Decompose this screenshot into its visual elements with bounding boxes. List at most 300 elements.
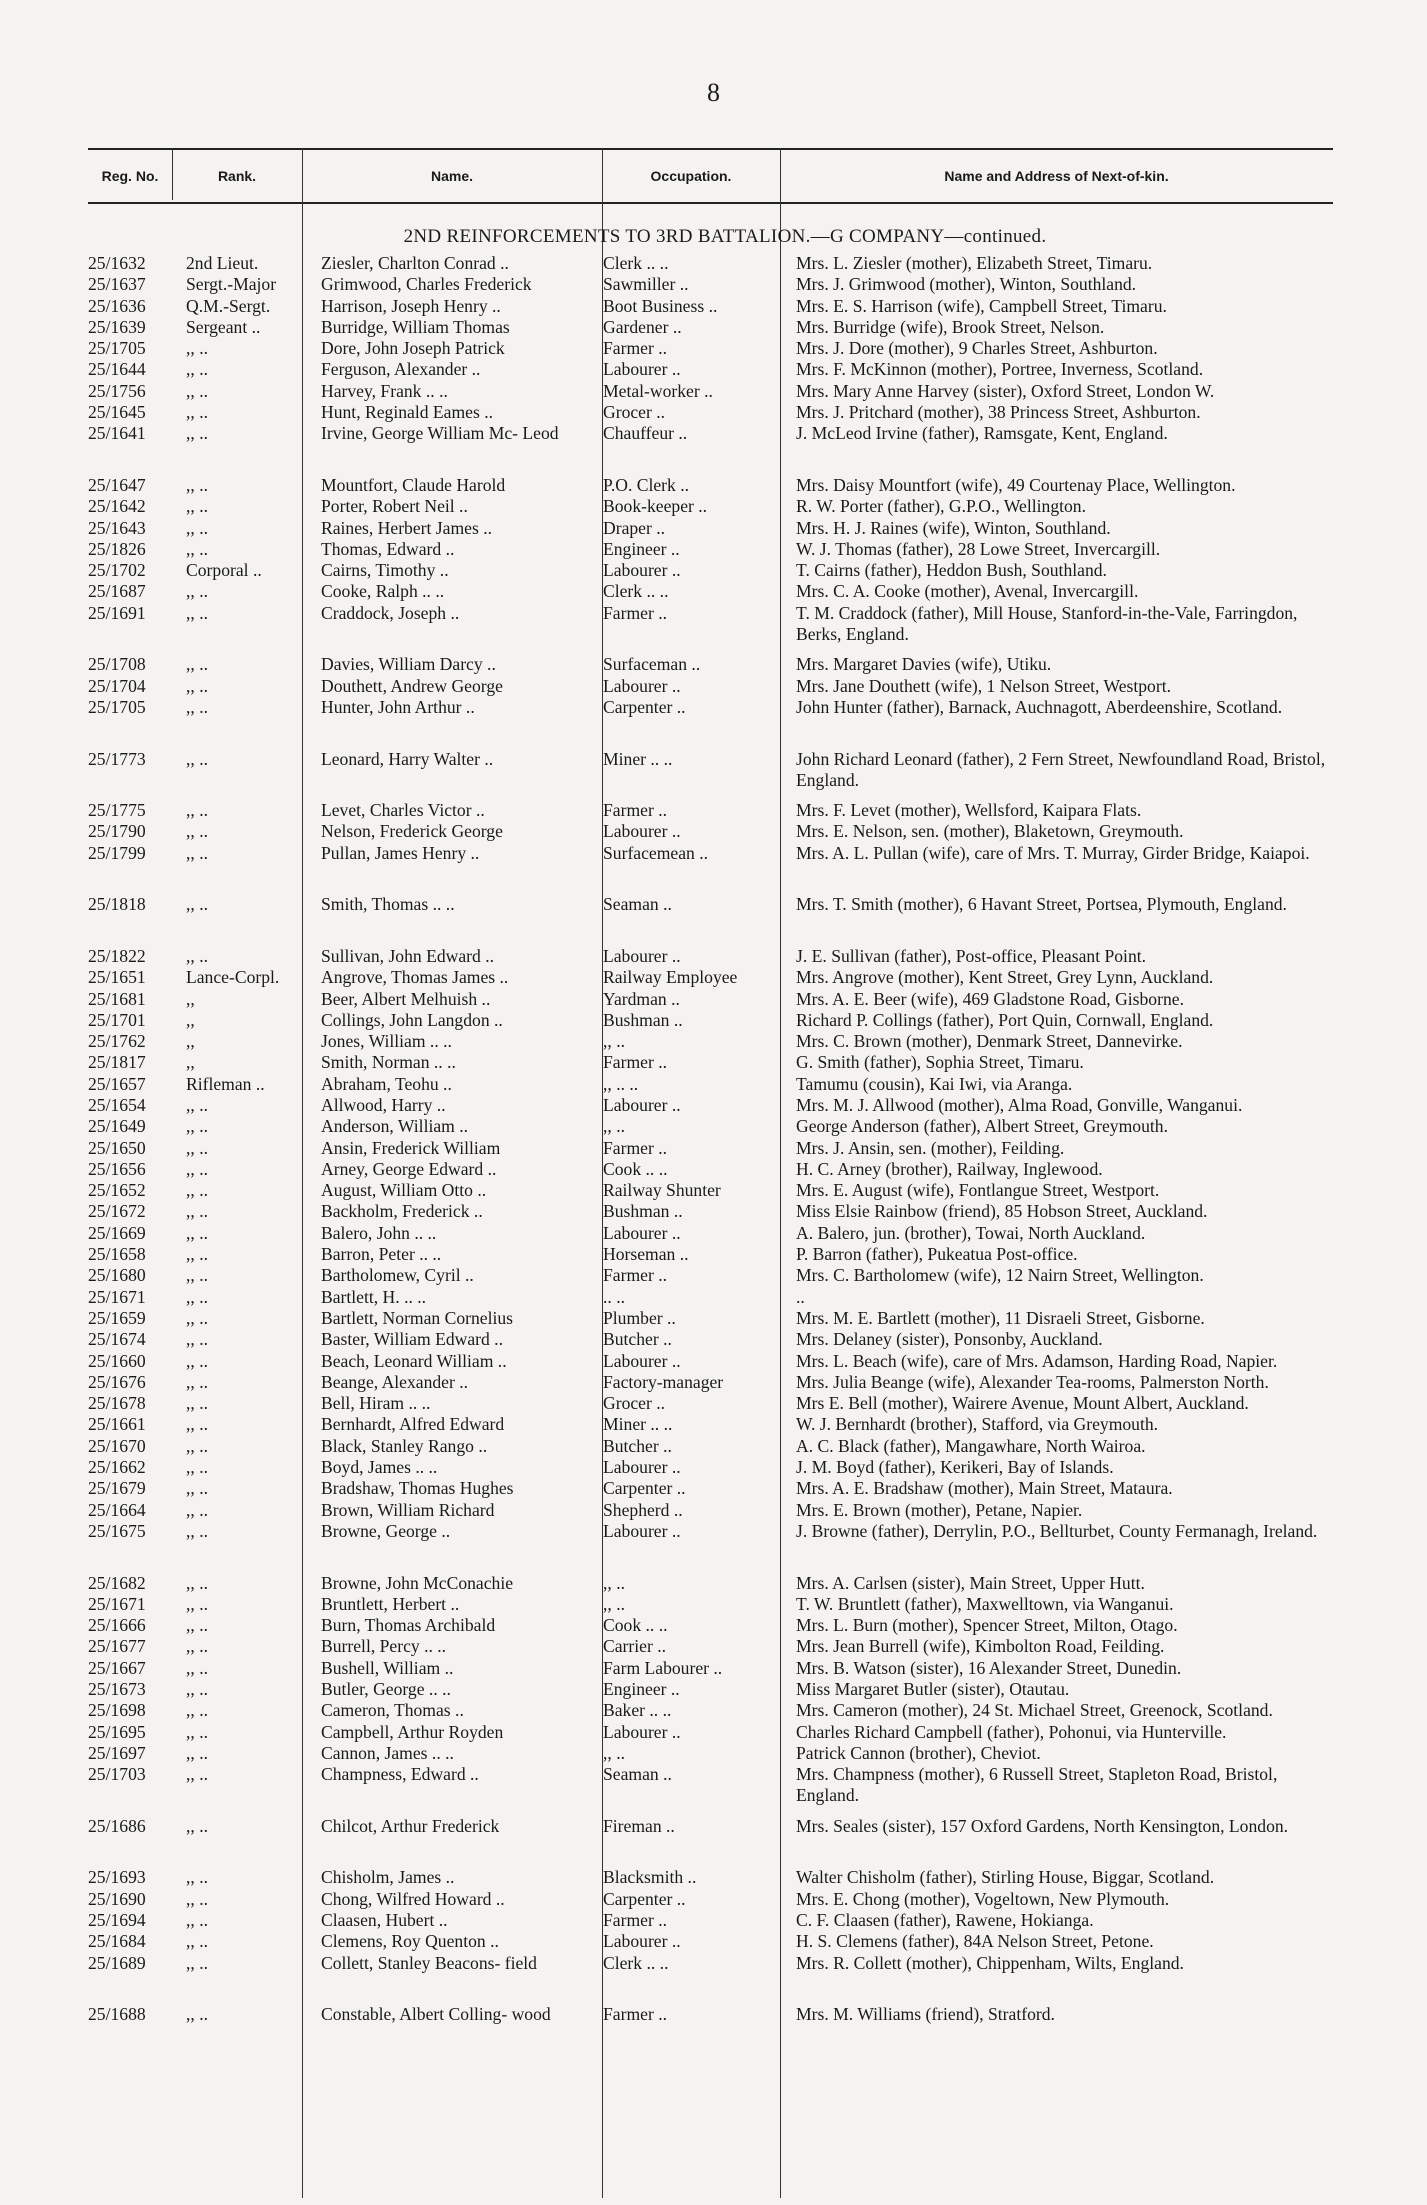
name-cell: Cairns, Timothy .. (321, 560, 449, 581)
rank-cell: ,, .. (186, 2004, 208, 2025)
page-number: 8 (707, 78, 720, 107)
name-cell: Davies, William Darcy .. (321, 654, 496, 675)
table-row (88, 1867, 1338, 1888)
next-of-kin-cell: Miss Margaret Butler (sister), Otautau. (796, 1679, 1070, 1699)
next-of-kin-cell: Mrs. E. August (wife), Fontlangue Street, Westport. (796, 1180, 1160, 1201)
name-cell: Chilcot, Arthur Frederick (321, 1815, 500, 1836)
occupation-cell: Engineer .. (603, 538, 680, 559)
reg-no-cell: 25/1704 (88, 675, 146, 696)
name-cell: Beer, Albert Melhuish .. (321, 988, 491, 1009)
table-row (88, 475, 1338, 496)
table-row (88, 1074, 1338, 1095)
reg-no-cell: 25/1654 (88, 1094, 146, 1115)
roll-table (88, 253, 1338, 2056)
name-cell: Jones, William .. .. (321, 1031, 452, 1052)
name-cell: Cameron, Thomas .. (321, 1700, 464, 1721)
next-of-kin-cell: Mrs. C. A. Cooke (mother), Avenal, Invercargill. (796, 581, 1139, 602)
occupation-cell: Blacksmith .. (603, 1867, 697, 1888)
name-cell: Collings, John Langdon .. (321, 1009, 503, 1030)
reg-no-cell: 25/1632 (88, 253, 146, 273)
rank-cell: ,, .. (186, 1158, 208, 1179)
next-of-kin-cell: Mrs. A. L. Pullan (wife), care of Mrs. T. Murray, Girder Bridge, Kaiapoi. (796, 842, 1310, 863)
next-of-kin-cell: T. Cairns (father), Heddon Bush, Southland. (796, 560, 1107, 581)
reg-no-cell: 25/1660 (88, 1350, 146, 1371)
table-row (88, 581, 1338, 602)
table-row (88, 1287, 1338, 1308)
occupation-cell: Yardman .. (603, 988, 680, 1009)
table-row (88, 1700, 1338, 1721)
reg-no-cell: 25/1773 (88, 748, 146, 769)
occupation-cell: Farmer .. (603, 1909, 668, 1930)
occupation-cell: Labourer .. (603, 675, 681, 696)
next-of-kin-cell: Mrs. L. Beach (wife), care of Mrs. Adamson, Harding Road, Napier. (796, 1350, 1278, 1371)
table-row (88, 1521, 1338, 1573)
rank-cell: Sergt.-Major (186, 274, 277, 295)
next-of-kin-cell: Mrs. J. Dore (mother), 9 Charles Street, Ashburton. (796, 338, 1158, 359)
next-of-kin-cell: Mrs. J. Grimwood (mother), Winton, Southland. (796, 274, 1137, 295)
table-row (88, 359, 1338, 380)
next-of-kin-cell: Mrs. Mary Anne Harvey (sister), Oxford Street, London W. (796, 380, 1215, 401)
rank-cell: ,, .. (186, 1679, 208, 1699)
occupation-cell: Carpenter .. (603, 1888, 686, 1909)
next-of-kin-cell: Mrs. Daisy Mountfort (wife), 49 Courtenay Place, Wellington. (796, 474, 1236, 495)
next-of-kin-cell: Mrs. E. Brown (mother), Petane, Napier. (796, 1499, 1083, 1520)
name-cell: Angrove, Thomas James .. (321, 967, 509, 988)
occupation-cell: Labourer .. (603, 1350, 681, 1371)
table-row (88, 1244, 1338, 1265)
name-cell: August, William Otto .. (321, 1180, 487, 1201)
occupation-cell: Labourer .. (603, 1094, 681, 1115)
name-cell: Ziesler, Charlton Conrad .. (321, 253, 509, 273)
reg-no-cell: 25/1775 (88, 800, 146, 821)
next-of-kin-cell: J. Browne (father), Derrylin, P.O., Bellturbet, County Fermanagh, Ireland. (796, 1520, 1318, 1541)
next-of-kin-cell: Mrs. R. Collett (mother), Chippenham, Wilts, England. (796, 1952, 1184, 1973)
reg-no-cell: 25/1641 (88, 423, 146, 444)
reg-no-cell: 25/1652 (88, 1180, 146, 1201)
occupation-cell: Cook .. .. (603, 1615, 668, 1636)
name-cell: Cooke, Ralph .. .. (321, 581, 445, 602)
occupation-cell: Boot Business .. (603, 295, 718, 316)
occupation-cell: Butcher .. (603, 1329, 672, 1350)
occupation-cell: Factory-manager (603, 1371, 724, 1392)
occupation-cell: Miner .. .. (603, 1414, 673, 1435)
rank-cell: ,, .. (186, 1201, 208, 1222)
rank-cell: ,, .. (186, 517, 208, 538)
next-of-kin-cell: Mrs. L. Ziesler (mother), Elizabeth Street, Timaru. (796, 253, 1153, 273)
occupation-cell: P.O. Clerk .. (603, 474, 690, 495)
occupation-cell: Surfacemean .. (603, 842, 709, 863)
rank-cell: ,, .. (186, 1593, 208, 1614)
rank-cell: Sergeant .. (186, 316, 261, 337)
next-of-kin-cell: Mrs. Angrove (mother), Kent Street, Grey Lynn, Auckland. (796, 967, 1214, 988)
name-cell: Douthett, Andrew George (321, 675, 503, 696)
next-of-kin-cell: T. W. Bruntlett (father), Maxwelltown, via Wanganui. (796, 1593, 1174, 1614)
occupation-cell: Engineer .. (603, 1679, 680, 1699)
rank-cell: ,, .. (186, 1815, 208, 1836)
table-row (88, 1500, 1338, 1521)
reg-no-cell: 25/1682 (88, 1572, 146, 1593)
reg-no-cell: 25/1639 (88, 316, 146, 337)
reg-no-cell: 25/1673 (88, 1679, 146, 1699)
next-of-kin-cell: Mrs. L. Burn (mother), Spencer Street, Milton, Otago. (796, 1615, 1178, 1636)
reg-no-cell: 25/1681 (88, 988, 146, 1009)
name-cell: Harvey, Frank .. .. (321, 380, 448, 401)
occupation-cell: Carpenter .. (603, 696, 686, 717)
reg-no-cell: 25/1693 (88, 1867, 146, 1888)
section-heading: 2ND REINFORCEMENTS TO 3RD BATTALION.—G COMPANY—continued. (403, 226, 1047, 247)
occupation-cell: Surfaceman .. (603, 654, 701, 675)
reg-no-cell: 25/1672 (88, 1201, 146, 1222)
reg-no-cell: 25/1690 (88, 1888, 146, 1909)
occupation-cell: ,, .. (603, 1572, 625, 1593)
table-row (88, 676, 1338, 697)
occupation-cell: Butcher .. (603, 1435, 672, 1456)
occupation-cell: Carrier .. (603, 1636, 667, 1657)
name-cell: Boyd, James .. .. (321, 1457, 438, 1478)
name-cell: Nelson, Frederick George (321, 821, 503, 842)
rank-cell: ,, .. (186, 1657, 208, 1678)
table-row (88, 1010, 1338, 1031)
occupation-cell: Seaman .. (603, 894, 672, 915)
table-row (88, 518, 1338, 539)
name-cell: Hunter, John Arthur .. (321, 696, 475, 717)
next-of-kin-cell: George Anderson (father), Albert Street, Greymouth. (796, 1116, 1168, 1137)
next-of-kin-cell: W. J. Bernhardt (brother), Stafford, via Greymouth. (796, 1414, 1159, 1435)
column-divider (172, 148, 173, 200)
next-of-kin-cell: Mrs. B. Watson (sister), 16 Alexander Street, Dunedin. (796, 1657, 1182, 1678)
rank-cell: ,, .. (186, 1350, 208, 1371)
occupation-cell: Clerk .. .. (603, 253, 669, 273)
next-of-kin-cell: .. (796, 1286, 805, 1307)
table-row (88, 1889, 1338, 1910)
table-row (88, 2004, 1338, 2056)
reg-no-cell: 25/1671 (88, 1286, 146, 1307)
occupation-cell: Chauffeur .. (603, 423, 688, 444)
occupation-cell: Draper .. (603, 517, 666, 538)
rank-cell: ,, .. (186, 602, 208, 623)
rank-cell: ,, .. (186, 1371, 208, 1392)
next-of-kin-cell: A. C. Black (father), Mangawhare, North Wairoa. (796, 1435, 1146, 1456)
name-cell: Burn, Thomas Archibald (321, 1615, 496, 1636)
name-cell: Bartlett, Norman Cornelius (321, 1307, 514, 1328)
next-of-kin-cell: Richard P. Collings (father), Port Quin, Cornwall, England. (796, 1009, 1214, 1030)
rank-cell: ,, .. (186, 1867, 208, 1888)
next-of-kin-cell: Mrs. Champness (mother), 6 Russell Street, Stapleton Road, Bristol, England. (796, 1764, 1278, 1806)
name-cell: Chong, Wilfred Howard .. (321, 1888, 505, 1909)
table-row (88, 1436, 1338, 1457)
header-rank: Rank. (217, 168, 257, 184)
reg-no-cell: 25/1689 (88, 1952, 146, 1973)
table-row (88, 1031, 1338, 1052)
name-cell: Allwood, Harry .. (321, 1094, 446, 1115)
next-of-kin-cell: A. Balero, jun. (brother), Towai, North Auckland. (796, 1222, 1146, 1243)
occupation-cell: Labourer .. (603, 1457, 681, 1478)
rank-cell: ,, .. (186, 359, 208, 380)
table-row (88, 1658, 1338, 1679)
table-row (88, 1615, 1338, 1636)
name-cell: Raines, Herbert James .. (321, 517, 492, 538)
rank-cell: ,, .. (186, 1393, 208, 1414)
rank-cell: ,, .. (186, 675, 208, 696)
rank-cell: ,, .. (186, 1180, 208, 1201)
table-row (88, 1910, 1338, 1931)
rank-cell: ,, .. (186, 1700, 208, 1721)
rank-cell: ,, .. (186, 654, 208, 675)
rank-cell: ,, .. (186, 1931, 208, 1952)
name-cell: Butler, George .. .. (321, 1679, 451, 1699)
name-cell: Smith, Norman .. .. (321, 1052, 456, 1073)
reg-no-cell: 25/1675 (88, 1520, 146, 1541)
next-of-kin-cell: Mrs. Julia Beange (wife), Alexander Tea-rooms, Palmerston North. (796, 1371, 1269, 1392)
rank-cell: 2nd Lieut. (186, 253, 259, 273)
next-of-kin-cell: Mrs E. Bell (mother), Wairere Avenue, Mount Albert, Auckland. (796, 1393, 1249, 1414)
occupation-cell: Fireman .. (603, 1815, 675, 1836)
rank-cell: ,, .. (186, 1094, 208, 1115)
reg-no-cell: 25/1674 (88, 1329, 146, 1350)
next-of-kin-cell: T. M. Craddock (father), Mill House, Stanford-in-the-Vale, Farringdon, Berks, England. (796, 602, 1298, 645)
table-row (88, 1052, 1338, 1073)
table-row (88, 800, 1338, 821)
occupation-cell: Farmer .. (603, 2004, 668, 2025)
reg-no-cell: 25/1656 (88, 1158, 146, 1179)
occupation-cell: Farmer .. (603, 1137, 668, 1158)
header-occupation: Occupation. (650, 168, 732, 184)
rank-cell: ,, .. (186, 821, 208, 842)
rank-cell: ,, .. (186, 1520, 208, 1541)
table-row (88, 1201, 1338, 1222)
occupation-cell: Labourer .. (603, 821, 681, 842)
name-cell: Bartlett, H. .. .. (321, 1286, 427, 1307)
rank-cell: ,, .. (186, 1457, 208, 1478)
table-row (88, 381, 1338, 402)
rank-cell: ,, .. (186, 1329, 208, 1350)
name-cell: Bushell, William .. (321, 1657, 454, 1678)
name-cell: Smith, Thomas .. .. (321, 894, 455, 915)
next-of-kin-cell: Mrs. E. Chong (mother), Vogeltown, New Plymouth. (796, 1888, 1170, 1909)
name-cell: Clemens, Roy Quenton .. (321, 1931, 499, 1952)
occupation-cell: ,, .. (603, 1742, 625, 1763)
rank-cell: ,, .. (186, 1478, 208, 1499)
table-row (88, 317, 1338, 338)
rank-cell: Lance-Corpl. (186, 967, 280, 988)
next-of-kin-cell: Mrs. Burridge (wife), Brook Street, Nelson. (796, 316, 1105, 337)
reg-no-cell: 25/1647 (88, 474, 146, 495)
reg-no-cell: 25/1799 (88, 842, 146, 863)
occupation-cell: Baker .. .. (603, 1700, 672, 1721)
name-cell: Anderson, William .. (321, 1116, 469, 1137)
name-cell: Cannon, James .. .. (321, 1742, 454, 1763)
next-of-kin-cell: John Richard Leonard (father), 2 Fern Street, Newfoundland Road, Bristol, England. (796, 748, 1326, 790)
name-cell: Browne, John McConachie (321, 1572, 514, 1593)
table-row (88, 967, 1338, 988)
next-of-kin-cell: Mrs. Seales (sister), 157 Oxford Gardens, North Kensington, London. (796, 1815, 1289, 1836)
reg-no-cell: 25/1645 (88, 402, 146, 423)
next-of-kin-cell: John Hunter (father), Barnack, Auchnagott, Aberdeenshire, Scotland. (796, 696, 1283, 717)
rank-cell: ,, .. (186, 1636, 208, 1657)
reg-no-cell: 25/1664 (88, 1499, 146, 1520)
name-cell: Bell, Hiram .. .. (321, 1393, 431, 1414)
name-cell: Beach, Leonard William .. (321, 1350, 507, 1371)
table-row (88, 894, 1338, 946)
rank-cell: ,, (186, 1031, 195, 1052)
next-of-kin-cell: Mrs. C. Bartholomew (wife), 12 Nairn Street, Wellington. (796, 1265, 1204, 1286)
name-cell: Black, Stanley Rango .. (321, 1435, 488, 1456)
reg-no-cell: 25/1762 (88, 1031, 146, 1052)
reg-no-cell: 25/1756 (88, 380, 146, 401)
rank-cell: ,, .. (186, 1615, 208, 1636)
name-cell: Arney, George Edward .. (321, 1158, 497, 1179)
reg-no-cell: 25/1677 (88, 1636, 146, 1657)
reg-no-cell: 25/1669 (88, 1222, 146, 1243)
rank-cell: ,, .. (186, 748, 208, 769)
next-of-kin-cell: C. F. Claasen (father), Rawene, Hokianga. (796, 1909, 1094, 1930)
name-cell: Thomas, Edward .. (321, 538, 455, 559)
name-cell: Sullivan, John Edward .. (321, 945, 494, 966)
table-row (88, 1594, 1338, 1615)
table-row (88, 1414, 1338, 1435)
occupation-cell: Farmer .. (603, 1265, 668, 1286)
table-row (88, 1816, 1338, 1868)
table-row (88, 1095, 1338, 1116)
occupation-cell: Farmer .. (603, 338, 668, 359)
next-of-kin-cell: Mrs. E. Nelson, sen. (mother), Blaketown, Greymouth. (796, 821, 1184, 842)
table-row (88, 1743, 1338, 1764)
name-cell: Irvine, George William Mc- Leod (321, 423, 559, 444)
occupation-cell: Grocer .. (603, 1393, 666, 1414)
next-of-kin-cell: P. Barron (father), Pukeatua Post-office. (796, 1244, 1078, 1265)
reg-no-cell: 25/1684 (88, 1931, 146, 1952)
occupation-cell: ,, .. (603, 1593, 625, 1614)
table-row (88, 1308, 1338, 1329)
next-of-kin-cell: Mrs. F. Levet (mother), Wellsford, Kaipara Flats. (796, 800, 1142, 821)
rank-cell: ,, .. (186, 1265, 208, 1286)
occupation-cell: Farmer .. (603, 602, 668, 623)
next-of-kin-cell: Mrs. F. McKinnon (mother), Portree, Inverness, Scotland. (796, 359, 1204, 380)
table-row (88, 1931, 1338, 1952)
table-row (88, 1478, 1338, 1499)
table-row (88, 603, 1338, 655)
reg-no-cell: 25/1697 (88, 1742, 146, 1763)
reg-no-cell: 25/1636 (88, 295, 146, 316)
rank-cell: ,, .. (186, 1244, 208, 1265)
name-cell: Burrell, Percy .. .. (321, 1636, 447, 1657)
occupation-cell: Labourer .. (603, 1721, 681, 1742)
reg-no-cell: 25/1643 (88, 517, 146, 538)
rank-cell: ,, .. (186, 1116, 208, 1137)
occupation-cell: Labourer .. (603, 1931, 681, 1952)
reg-no-cell: 25/1702 (88, 560, 146, 581)
name-cell: Chisholm, James .. (321, 1867, 455, 1888)
next-of-kin-cell: Mrs. Cameron (mother), 24 St. Michael Street, Greenock, Scotland. (796, 1700, 1273, 1721)
rank-cell: ,, .. (186, 1764, 208, 1785)
table-row (88, 1393, 1338, 1414)
header-next-of-kin: Name and Address of Next-of-kin. (944, 168, 1169, 184)
rank-cell: ,, .. (186, 800, 208, 821)
next-of-kin-cell: Patrick Cannon (brother), Cheviot. (796, 1742, 1041, 1763)
name-cell: Hunt, Reginald Eames .. (321, 402, 493, 423)
next-of-kin-cell: R. W. Porter (father), G.P.O., Wellington. (796, 496, 1086, 517)
next-of-kin-cell: W. J. Thomas (father), 28 Lowe Street, Invercargill. (796, 538, 1161, 559)
table-row (88, 423, 1338, 475)
next-of-kin-cell: Mrs. A. E. Beer (wife), 469 Gladstone Road, Gisborne. (796, 988, 1184, 1009)
rank-cell: ,, .. (186, 496, 208, 517)
rank-cell: ,, .. (186, 402, 208, 423)
name-cell: Pullan, James Henry .. (321, 842, 480, 863)
next-of-kin-cell: Mrs. M. E. Bartlett (mother), 11 Disraeli Street, Gisborne. (796, 1307, 1205, 1328)
rank-cell: Corporal .. (186, 560, 262, 581)
table-row (88, 946, 1338, 967)
table-row (88, 749, 1338, 801)
rank-cell: ,, .. (186, 1307, 208, 1328)
name-cell: Campbell, Arthur Royden (321, 1721, 504, 1742)
rank-cell: ,, .. (186, 842, 208, 863)
next-of-kin-cell: Mrs. Jane Douthett (wife), 1 Nelson Street, Westport. (796, 675, 1171, 696)
occupation-cell: Shepherd .. (603, 1499, 683, 1520)
name-cell: Harrison, Joseph Henry .. (321, 295, 501, 316)
rank-cell: ,, .. (186, 1286, 208, 1307)
name-cell: Beange, Alexander .. (321, 1371, 469, 1392)
table-row (88, 821, 1338, 842)
reg-no-cell: 25/1817 (88, 1052, 146, 1073)
name-cell: Ansin, Frederick William (321, 1137, 501, 1158)
rank-cell: ,, (186, 1052, 195, 1073)
rank-cell: ,, .. (186, 1222, 208, 1243)
reg-no-cell: 25/1678 (88, 1393, 146, 1414)
name-cell: Ferguson, Alexander .. (321, 359, 481, 380)
reg-no-cell: 25/1701 (88, 1009, 146, 1030)
next-of-kin-cell: Mrs. J. Ansin, sen. (mother), Feilding. (796, 1137, 1065, 1158)
next-of-kin-cell: Mrs. C. Brown (mother), Denmark Street, Dannevirke. (796, 1031, 1183, 1052)
name-cell: Constable, Albert Colling- wood (321, 2004, 551, 2025)
rank-cell: ,, .. (186, 1435, 208, 1456)
reg-no-cell: 25/1649 (88, 1116, 146, 1137)
occupation-cell: ,, .. (603, 1031, 625, 1052)
rank-cell: ,, .. (186, 474, 208, 495)
name-cell: Barron, Peter .. .. (321, 1244, 442, 1265)
reg-no-cell: 25/1686 (88, 1815, 146, 1836)
next-of-kin-cell: Mrs. A. Carlsen (sister), Main Street, Upper Hutt. (796, 1572, 1145, 1593)
name-cell: Bartholomew, Cyril .. (321, 1265, 474, 1286)
occupation-cell: Carpenter .. (603, 1478, 686, 1499)
rank-cell: ,, .. (186, 945, 208, 966)
table-row (88, 843, 1338, 895)
next-of-kin-cell: Mrs. M. Williams (friend), Stratford. (796, 2004, 1055, 2025)
name-cell: Levet, Charles Victor .. (321, 800, 485, 821)
rank-cell: ,, .. (186, 894, 208, 915)
table-row (88, 1372, 1338, 1393)
reg-no-cell: 25/1705 (88, 338, 146, 359)
next-of-kin-cell: Mrs. E. S. Harrison (wife), Campbell Street, Timaru. (796, 295, 1167, 316)
table-row (88, 1265, 1338, 1286)
name-cell: Champness, Edward .. (321, 1764, 479, 1785)
name-cell: Leonard, Harry Walter .. (321, 748, 494, 769)
occupation-cell: Labourer .. (603, 1222, 681, 1243)
rank-cell: ,, .. (186, 1721, 208, 1742)
rank-cell: ,, .. (186, 423, 208, 444)
reg-no-cell: 25/1676 (88, 1371, 146, 1392)
next-of-kin-cell: Mrs. Jean Burrell (wife), Kimbolton Road, Feilding. (796, 1636, 1165, 1657)
occupation-cell: Farm Labourer .. (603, 1657, 723, 1678)
reg-no-cell: 25/1670 (88, 1435, 146, 1456)
occupation-cell: Clerk .. .. (603, 581, 669, 602)
table-row (88, 296, 1338, 317)
table-row (88, 338, 1338, 359)
reg-no-cell: 25/1680 (88, 1265, 146, 1286)
next-of-kin-cell: Miss Elsie Rainbow (friend), 85 Hobson Street, Auckland. (796, 1201, 1208, 1222)
reg-no-cell: 25/1790 (88, 821, 146, 842)
rank-cell: ,, .. (186, 380, 208, 401)
occupation-cell: Labourer .. (603, 945, 681, 966)
